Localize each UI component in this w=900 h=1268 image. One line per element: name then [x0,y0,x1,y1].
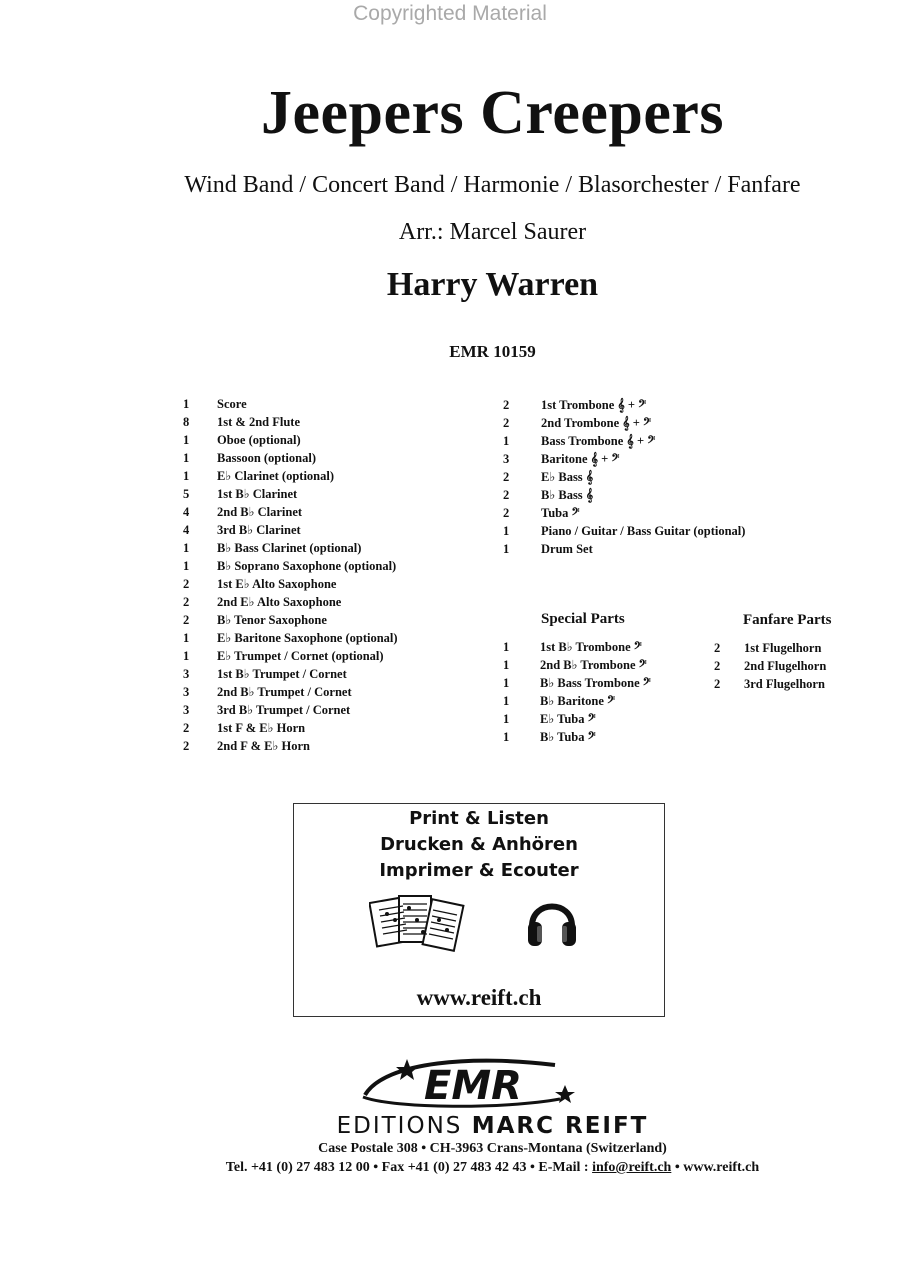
part-quantity: 1 [503,694,510,708]
promo-line-german: Drucken & Anhören [380,834,578,855]
part-name: E♭ Tuba 𝄢 [540,712,596,726]
part-name: B♭ Bass Trombone 𝄢 [540,676,651,690]
part-quantity: 3 [183,703,190,717]
part-name: 1st B♭ Trombone 𝄢 [540,640,642,654]
part-quantity: 2 [183,613,190,627]
part-quantity: 1 [503,712,510,726]
part-quantity: 2 [503,488,510,502]
part-name: 1st Flugelhorn [744,641,822,655]
part-quantity: 1 [183,649,190,663]
arranger: Arr.: Marcel Saurer [398,219,587,245]
part-quantity: 2 [503,416,510,430]
part-quantity: 2 [183,595,190,609]
part-name: E♭ Trumpet / Cornet (optional) [217,649,384,663]
part-name: 2nd Trombone 𝄞 + 𝄢 [541,416,652,430]
part-name: Baritone 𝄞 + 𝄢 [541,452,620,466]
promo-line-french: Imprimer & Ecouter [379,860,579,881]
part-quantity: 1 [503,524,510,538]
part-quantity: 3 [503,452,510,466]
part-name: 1st B♭ Clarinet [217,487,298,501]
part-name: 2nd B♭ Trumpet / Cornet [217,685,352,699]
part-quantity: 1 [503,676,510,690]
part-name: B♭ Bass Clarinet (optional) [217,541,362,555]
part-name: 1st Trombone 𝄞 + 𝄢 [541,398,647,412]
part-name: 2nd Flugelhorn [744,659,827,673]
part-name: B♭ Soprano Saxophone (optional) [217,559,397,573]
part-quantity: 2 [183,739,190,753]
part-quantity: 1 [183,397,190,411]
part-quantity: 2 [183,721,190,735]
part-name: Score [217,397,247,411]
part-quantity: 4 [183,523,190,537]
part-name: 1st F & E♭ Horn [217,721,306,735]
subtitle: Wind Band / Concert Band / Harmonie / Blasorchester / Fanfare [184,172,801,198]
part-name: 2nd F & E♭ Horn [217,739,310,753]
page-title: Jeepers Creepers [260,79,725,147]
sheet-music-icon [369,892,469,964]
part-name: 2nd B♭ Trombone 𝄢 [540,658,647,672]
composer: Harry Warren [386,266,599,303]
part-name: Bassoon (optional) [217,451,316,465]
part-quantity: 2 [714,659,721,673]
part-quantity: 1 [183,469,190,483]
part-quantity: 2 [503,398,510,412]
publisher-name: EDITIONS MARC REIFT [336,1113,649,1139]
part-quantity: 1 [183,631,190,645]
part-quantity: 1 [183,451,190,465]
special-parts-heading: Special Parts [541,611,625,627]
promo-line-english: Print & Listen [409,808,549,829]
publisher-contact: Tel. +41 (0) 27 483 12 00 • Fax +41 (0) 27 483 42 43 • E-Mail : info@reift.ch • www.reift.ch [225,1160,760,1175]
part-quantity: 1 [503,730,510,744]
emr-logo [355,1055,595,1111]
part-quantity: 1 [503,658,510,672]
part-name: Oboe (optional) [217,433,301,447]
part-quantity: 2 [714,641,721,655]
part-name: 1st & 2nd Flute [217,415,300,429]
part-quantity: 3 [183,667,190,681]
part-name: E♭ Baritone Saxophone (optional) [217,631,398,645]
part-name: 1st E♭ Alto Saxophone [217,577,337,591]
part-quantity: 1 [503,640,510,654]
part-name: 3rd B♭ Clarinet [217,523,301,537]
part-name: Drum Set [541,542,593,556]
svg-text:EMR: EMR [424,1063,522,1109]
part-name: B♭ Tuba 𝄢 [540,730,596,744]
part-quantity: 8 [183,415,190,429]
part-quantity: 3 [183,685,190,699]
part-quantity: 1 [183,541,190,555]
publisher-address: Case Postale 308 • CH-3963 Crans-Montana (Switzerland) [318,1141,667,1156]
part-name: Tuba 𝄢 [541,506,580,520]
part-name: Bass Trombone 𝄞 + 𝄢 [541,434,656,448]
part-quantity: 2 [503,506,510,520]
part-quantity: 1 [503,542,510,556]
part-name: 2nd B♭ Clarinet [217,505,303,519]
part-name: E♭ Clarinet (optional) [217,469,335,483]
part-quantity: 5 [183,487,190,501]
part-name: 1st B♭ Trumpet / Cornet [217,667,347,681]
print-listen-box [293,803,665,1017]
promo-website[interactable]: www.reift.ch [416,985,542,1010]
part-quantity: 1 [503,434,510,448]
part-name: B♭ Baritone 𝄢 [540,694,616,708]
part-quantity: 1 [183,559,190,573]
catalog-number: EMR 10159 [449,342,536,361]
watermark: Copyrighted Material [353,2,547,25]
part-name: 3rd Flugelhorn [744,677,825,691]
part-quantity: 2 [183,577,190,591]
part-name: B♭ Bass 𝄞 [541,488,594,502]
part-name: B♭ Tenor Saxophone [217,613,327,627]
part-name: Piano / Guitar / Bass Guitar (optional) [541,524,746,538]
part-name: 3rd B♭ Trumpet / Cornet [217,703,351,717]
part-quantity: 4 [183,505,190,519]
part-quantity: 2 [503,470,510,484]
fanfare-parts-heading: Fanfare Parts [743,612,832,628]
part-quantity: 2 [714,677,721,691]
part-name: 2nd E♭ Alto Saxophone [217,595,342,609]
headphones-icon [526,890,578,950]
part-quantity: 1 [183,433,190,447]
email-link[interactable]: info@reift.ch [592,1160,672,1175]
part-name: E♭ Bass 𝄞 [541,470,594,484]
